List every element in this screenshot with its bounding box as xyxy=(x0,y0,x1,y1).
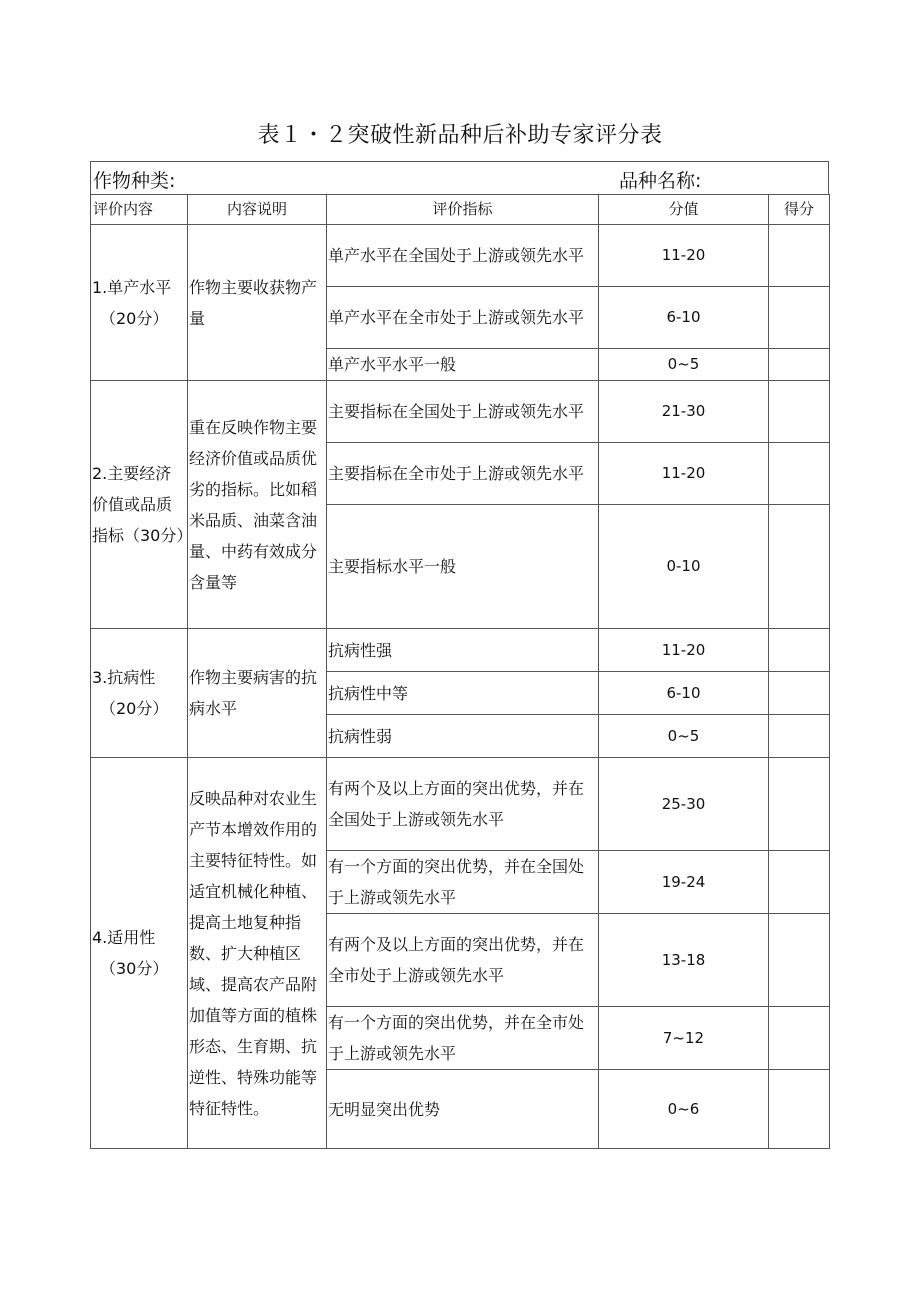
indicator-cell: 有两个及以上方面的突出优势，并在全国处于上游或领先水平 xyxy=(327,758,599,851)
table-row xyxy=(91,629,830,672)
score-cell[interactable] xyxy=(769,443,830,505)
value-cell: 13-18 xyxy=(599,914,769,1007)
indicator-cell: 有一个方面的突出优势，并在全市处于上游或领先水平 xyxy=(327,1007,599,1070)
score-cell[interactable] xyxy=(769,349,830,381)
table-row xyxy=(91,225,830,287)
category-name: 4.适用性 xyxy=(92,928,156,947)
category-cell xyxy=(91,381,193,629)
table-header-row xyxy=(91,195,830,225)
indicator-cell: 有一个方面的突出优势，并在全国处于上游或领先水平 xyxy=(327,851,599,914)
score-cell[interactable] xyxy=(769,225,830,287)
score-cell[interactable] xyxy=(769,914,830,1007)
scoring-sheet xyxy=(90,161,829,1149)
value-cell: 0~6 xyxy=(599,1070,769,1149)
indicator-cell: 单产水平在全市处于上游或领先水平 xyxy=(327,287,599,349)
category-points: （30分） xyxy=(100,959,169,978)
description-cell: 重在反映作物主要经济价值或品质优劣的指标。比如稻米品质、油菜含油量、中药有效成分含量等 xyxy=(188,381,327,629)
value-cell: 0~5 xyxy=(599,715,769,758)
indicator-cell: 单产水平在全国处于上游或领先水平 xyxy=(327,225,599,287)
indicator-cell: 有两个及以上方面的突出优势，并在全市处于上游或领先水平 xyxy=(327,914,599,1007)
value-cell: 11-20 xyxy=(599,629,769,672)
description-cell: 作物主要病害的抗病水平 xyxy=(188,629,327,758)
indicator-cell: 主要指标在全国处于上游或领先水平 xyxy=(327,381,599,443)
indicator-cell: 抗病性弱 xyxy=(327,715,599,758)
category-cell xyxy=(91,758,188,1149)
score-cell[interactable] xyxy=(769,1070,830,1149)
score-cell[interactable] xyxy=(769,715,830,758)
table-row xyxy=(91,758,830,851)
score-cell[interactable] xyxy=(769,505,830,629)
category-cell xyxy=(91,225,188,381)
description-cell: 反映品种对农业生产节本增效作用的主要特征特性。如适宜机械化种植、提高土地复种指数、扩大种植区域、提高农产品附加值等方面的植株形态、生育期、抗逆性、特殊功能等特征特性。 xyxy=(188,758,327,1149)
column-header: 评价指标 xyxy=(327,195,599,225)
score-cell[interactable] xyxy=(769,1007,830,1070)
value-cell: 0-10 xyxy=(599,505,769,629)
scoring-table xyxy=(90,194,830,1149)
column-header: 分值 xyxy=(599,195,769,225)
crop-type-label: 作物种类: xyxy=(93,170,176,192)
page-title: 表１・２突破性新品种后补助专家评分表 xyxy=(257,123,663,148)
value-cell: 25-30 xyxy=(599,758,769,851)
table-row xyxy=(91,381,830,443)
score-cell[interactable] xyxy=(769,851,830,914)
indicator-cell: 无明显突出优势 xyxy=(327,1070,599,1149)
category-cell xyxy=(91,629,188,758)
value-cell: 21-30 xyxy=(599,381,769,443)
value-cell: 19-24 xyxy=(599,851,769,914)
indicator-cell: 抗病性中等 xyxy=(327,672,599,715)
column-header: 内容说明 xyxy=(188,195,327,225)
category-points: （20分） xyxy=(100,308,169,328)
value-cell: 6-10 xyxy=(599,287,769,349)
indicator-cell: 主要指标水平一般 xyxy=(327,505,599,629)
score-cell[interactable] xyxy=(769,381,830,443)
value-cell: 0~5 xyxy=(599,349,769,381)
indicator-cell: 单产水平水平一般 xyxy=(327,349,599,381)
column-header: 得分 xyxy=(769,195,830,225)
description-cell: 作物主要收获物产量 xyxy=(188,225,327,381)
score-cell[interactable] xyxy=(769,758,830,851)
value-cell: 6-10 xyxy=(599,672,769,715)
column-header: 评价内容 xyxy=(91,195,188,225)
value-cell: 11-20 xyxy=(599,443,769,505)
sheet-header xyxy=(90,161,829,194)
indicator-cell: 主要指标在全市处于上游或领先水平 xyxy=(327,443,599,505)
category-name: 3.抗病性 xyxy=(92,668,156,687)
category-points: （20分） xyxy=(100,699,169,718)
score-cell[interactable] xyxy=(769,672,830,715)
score-cell[interactable] xyxy=(769,287,830,349)
score-cell[interactable] xyxy=(769,629,830,672)
value-cell: 7~12 xyxy=(599,1007,769,1070)
indicator-cell: 抗病性强 xyxy=(327,629,599,672)
category-name: 2.主要经济价值或品质指标（30分） xyxy=(92,464,193,545)
value-cell: 11-20 xyxy=(599,225,769,287)
variety-name-label: 品种名称: xyxy=(619,170,702,192)
category-name: 1.单产水平 xyxy=(92,277,172,297)
